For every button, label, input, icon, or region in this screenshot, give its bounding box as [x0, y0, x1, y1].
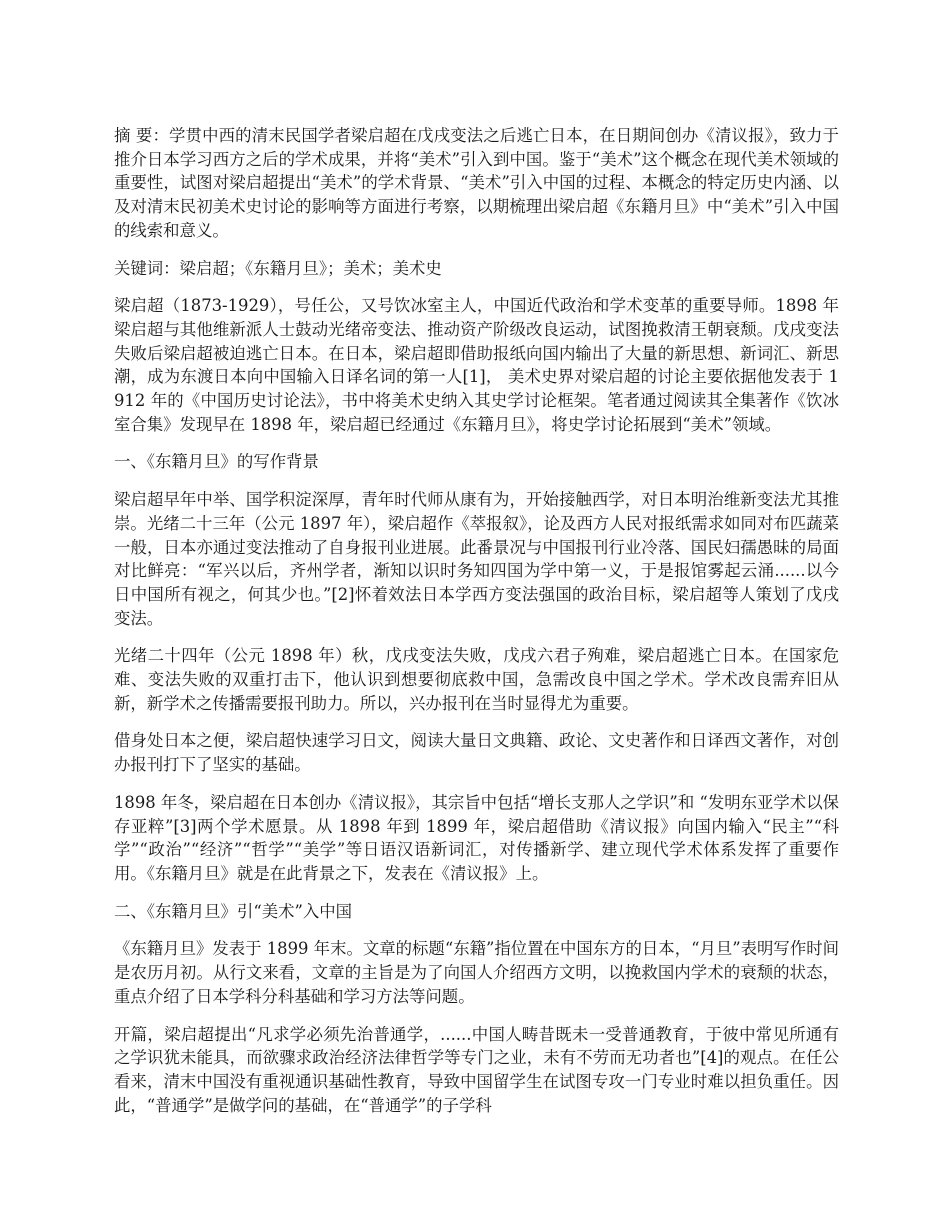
section1-paragraph-2: 光绪二十四年（公元 1898 年）秋，戊戌变法失败，戊戌六君子殉难，梁启超逃亡日本。在国家危难、变法失败的双重打击下，他认识到想要彻底救中国，急需改良中国之学术。学术改良需弃旧从新，新学术之传播需要报刊助力。所以，兴办报刊在当时显得尤为重要。: [114, 646, 839, 713]
section1-paragraph-1: 梁启超早年中举、国学积淀深厚，青年时代师从康有为，开始接触西学，对日本明治维新变法尤其推崇。光绪二十三年（公元 1897 年），梁启超作《萃报叙》，论及西方人民对报纸需求如同对布匹蔬菜一般，日本亦通过变法推动了自身报刊业进展。此番景况与中国报刊行业冷落、国民妇孺愚昧的局面对比鲜亮：“军兴以后，齐州学者，渐知以识时务知四国为学中第一义，于是报馆雾起云涌......以今日中国所有视之，何其少也。”[2]怀着效法日本学西方变法强国的政治目标，梁启超等人策划了戊戌变法。: [114, 490, 839, 628]
section2-paragraph-2: 开篇，梁启超提出“凡求学必须先治普通学，......中国人畴昔既未一受普通教育，于彼中常见所通有之学识犹未能具，而欲骤求政治经济法律哲学等专门之业，未有不劳而无功者也”[4]的观点。在任公看来，清末中国没有重视通识基础性教育，导致中国留学生在试图专攻一门专业时难以担负重任。因此，“普通学”是做学问的基础，在“普通学”的子学科: [114, 1024, 839, 1115]
keywords-line: 关键词：梁启超；《东籍月旦》；美术；美术史: [114, 258, 442, 278]
intro-paragraph: 梁启超（1873-1929），号任公，又号饮冰室主人，中国近代政治和学术变革的重要导师。1898 年梁启超与其他维新派人士鼓动光绪帝变法、推动资产阶级改良运动，试图挽救清王朝衰颓。戊戌变法失败后梁启超被迫逃亡日本。在日本，梁启超即借助报纸向国内输出了大量的新思想、新词汇、新思潮，成为东渡日本向中国输入日译名词的第一人[1]， 美术史界对梁启超的讨论主要依据他发表于 1912 年的《中国历史讨论法》，书中将美术史纳入其史学讨论框架。笔者通过阅读其全集著作《饮冰室合集》发现早在 1898 年，梁启超已经通过《东籍月旦》，将史学讨论拓展到“美术”领域。: [114, 296, 839, 434]
section-heading-background: 一、《东籍月旦》的写作背景: [114, 452, 319, 472]
article-body: [114, 124, 839, 1131]
section1-paragraph-3: 借身处日本之便，梁启超快速学习日文，阅读大量日文典籍、政论、文史著作和日译西文著作，对创办报刊打下了坚实的基础。: [114, 731, 839, 775]
section2-paragraph-1: 《东籍月旦》发表于 1899 年末。文章的标题“东籍”指位置在中国东方的日本，“月旦”表明写作时间是农历月初。从行文来看，文章的主旨是为了向国人介绍西方文明，以挽救国内学术的衰颓的状态，重点介绍了日本学科分科基础和学习方法等问题。: [114, 939, 839, 1006]
section1-paragraph-4: 1898 年冬，梁启超在日本创办《清议报》，其宗旨中包括“增长支那人之学识”和 “发明东亚学术以保存亚粹”[3]两个学术愿景。从 1898 年到 1899 年，梁启超借助《清议报》向国内输入“民主”“科学”“政治”“经济”“哲学”“美学”等日语汉语新词汇，对传播新学、建立现代学术体系发挥了重要作用。《东籍月旦》就是在此背景之下，发表在《清议报》上。: [114, 792, 839, 883]
abstract-paragraph: 摘 要：学贯中西的清末民国学者梁启超在戊戌变法之后逃亡日本，在日期间创办《清议报》，致力于推介日本学习西方之后的学术成果，并将“美术”引入到中国。鉴于“美术”这个概念在现代美术领域的重要性，试图对梁启超提出“美术”的学术背景、“美术”引入中国的过程、本概念的特定历史内涵、以及对清末民初美术史讨论的影响等方面进行考察，以期梳理出梁启超《东籍月旦》中“美术”引入中国的线索和意义。: [114, 126, 839, 240]
section-heading-introduction-of-meishu: 二、《东籍月旦》引“美术”入中国: [114, 901, 353, 921]
